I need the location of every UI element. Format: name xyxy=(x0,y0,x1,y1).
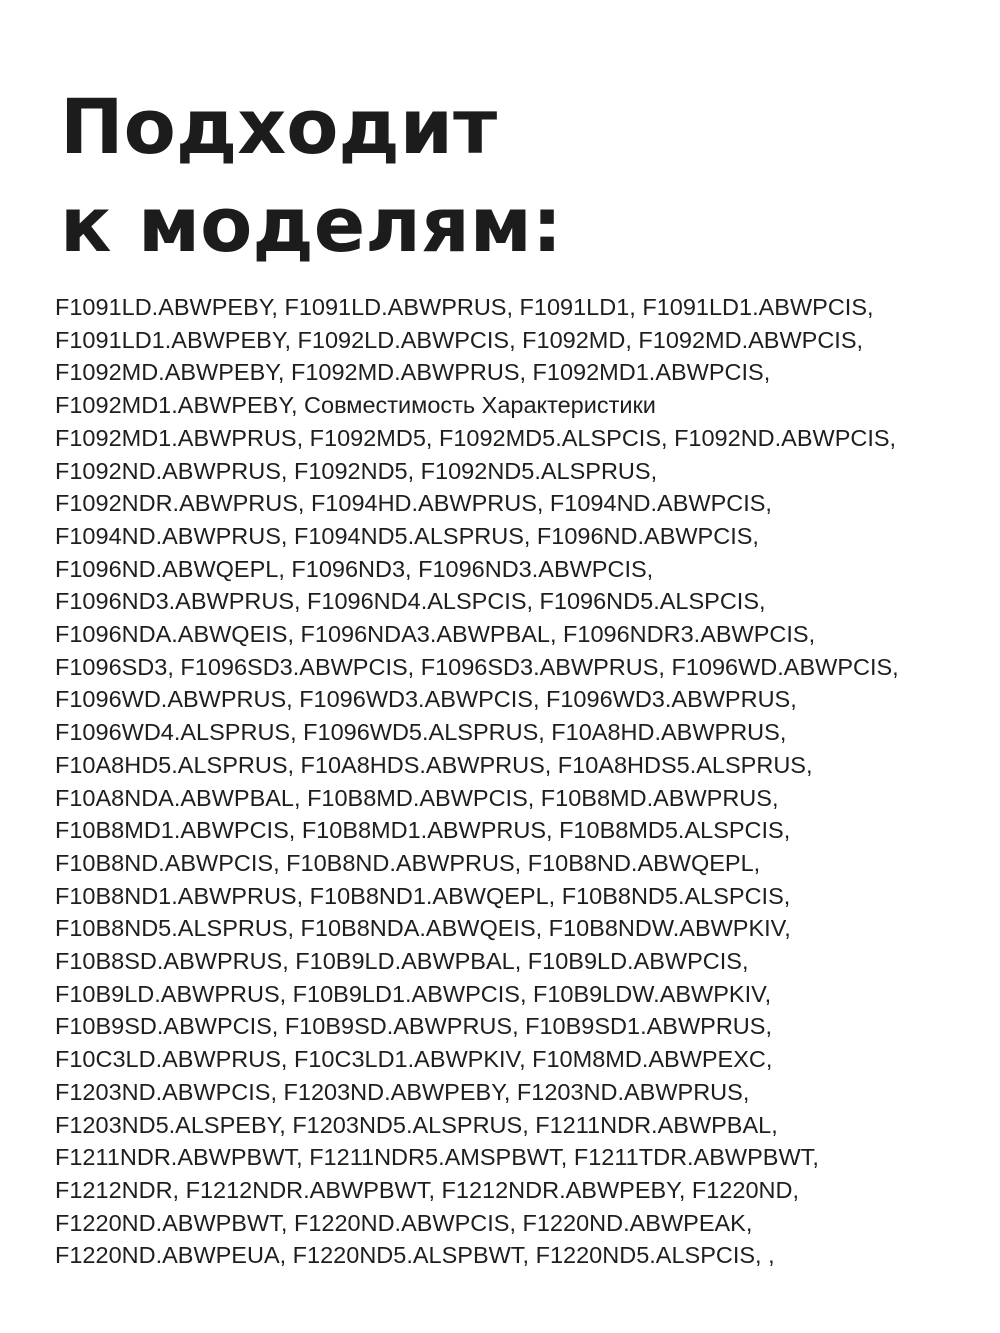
model-list-line: F10C3LD.ABWPRUS, F10C3LD1.ABWPKIV, F10M8MD.ABWPEXC, xyxy=(55,1046,773,1073)
model-list-line: F1220ND.ABWPBWT, F1220ND.ABWPCIS, F1220ND.ABWPEAK, xyxy=(55,1209,753,1236)
model-list-line: F1092NDR.ABWPRUS, F1094HD.ABWPRUS, F1094ND.ABWPCIS, xyxy=(55,490,772,517)
model-list-line: F10B8SD.ABWPRUS, F10B9LD.ABWPBAL, F10B9LD.ABWPCIS, xyxy=(55,948,749,975)
model-list-line: F1092MD1.ABWPEBY, Совместимость Характеристики xyxy=(55,392,656,419)
model-list-line: F1212NDR, F1212NDR.ABWPBWT, F1212NDR.ABWPEBY, F1220ND, xyxy=(55,1176,799,1203)
title-line-1: Подходит xyxy=(60,82,498,171)
model-list-line: F1092MD.ABWPEBY, F1092MD.ABWPRUS, F1092MD1.ABWPCIS, xyxy=(55,359,771,386)
model-list-line: F10B9SD.ABWPCIS, F10B9SD.ABWPRUS, F10B9SD1.ABWPRUS, xyxy=(55,1013,772,1040)
model-list-line: F1096ND3.ABWPRUS, F1096ND4.ALSPCIS, F1096ND5.ALSPCIS, xyxy=(55,588,766,615)
model-list-line: F1096SD3, F1096SD3.ABWPCIS, F1096SD3.ABWPRUS, F1096WD.ABWPCIS, xyxy=(55,653,899,680)
model-list-line: F1203ND.ABWPCIS, F1203ND.ABWPEBY, F1203ND.ABWPRUS, xyxy=(55,1078,750,1105)
model-list-line: F10A8NDA.ABWPBAL, F10B8MD.ABWPCIS, F10B8MD.ABWPRUS, xyxy=(55,784,779,811)
model-list-line: F10B8ND1.ABWPRUS, F10B8ND1.ABWQEPL, F10B8ND5.ALSPCIS, xyxy=(55,882,791,909)
model-list-line: F1091LD1.ABWPEBY, F1092LD.ABWPCIS, F1092MD, F1092MD.ABWPCIS, xyxy=(55,326,864,353)
model-list-line: F10B9LD.ABWPRUS, F10B9LD1.ABWPCIS, F10B9LDW.ABWPKIV, xyxy=(55,980,772,1007)
model-list-line: F1096NDA.ABWQEIS, F1096NDA3.ABWPBAL, F1096NDR3.ABWPCIS, xyxy=(55,621,816,648)
page-title xyxy=(60,78,562,274)
model-list-line: F1203ND5.ALSPEBY, F1203ND5.ALSPRUS, F1211NDR.ABWPBAL, xyxy=(55,1111,778,1138)
model-list-line: F1096ND.ABWQEPL, F1096ND3, F1096ND3.ABWPCIS, xyxy=(55,555,654,582)
title-line-2: к моделям: xyxy=(60,180,563,269)
model-list-line: F10B8ND.ABWPCIS, F10B8ND.ABWPRUS, F10B8ND.ABWQEPL, xyxy=(55,849,761,876)
model-list xyxy=(55,291,995,1272)
model-list-line: F1091LD.ABWPEBY, F1091LD.ABWPRUS, F1091LD1, F1091LD1.ABWPCIS, xyxy=(55,294,874,320)
model-list-line: F10A8HD5.ALSPRUS, F10A8HDS.ABWPRUS, F10A8HDS5.ALSPRUS, xyxy=(55,751,813,778)
model-list-line: F1096WD.ABWPRUS, F1096WD3.ABWPCIS, F1096WD3.ABWPRUS, xyxy=(55,686,797,713)
model-list-line: F1092MD1.ABWPRUS, F1092MD5, F1092MD5.ALSPCIS, F1092ND.ABWPCIS, xyxy=(55,424,897,451)
model-list-line: F1096WD4.ALSPRUS, F1096WD5.ALSPRUS, F10A8HD.ABWPRUS, xyxy=(55,719,787,746)
model-list-line: F1211NDR.ABWPBWT, F1211NDR5.AMSPBWT, F1211TDR.ABWPBWT, xyxy=(55,1144,819,1171)
model-list-line: F1094ND.ABWPRUS, F1094ND5.ALSPRUS, F1096ND.ABWPCIS, xyxy=(55,522,759,549)
model-list-line: F1092ND.ABWPRUS, F1092ND5, F1092ND5.ALSPRUS, xyxy=(55,457,658,484)
model-list-line: F10B8ND5.ALSPRUS, F10B8NDA.ABWQEIS, F10B8NDW.ABWPKIV, xyxy=(55,915,791,942)
model-list-line: F1220ND.ABWPEUA, F1220ND5.ALSPBWT, F1220ND5.ALSPCIS, , xyxy=(55,1242,775,1269)
model-list-line: F10B8MD1.ABWPCIS, F10B8MD1.ABWPRUS, F10B8MD5.ALSPCIS, xyxy=(55,817,791,844)
